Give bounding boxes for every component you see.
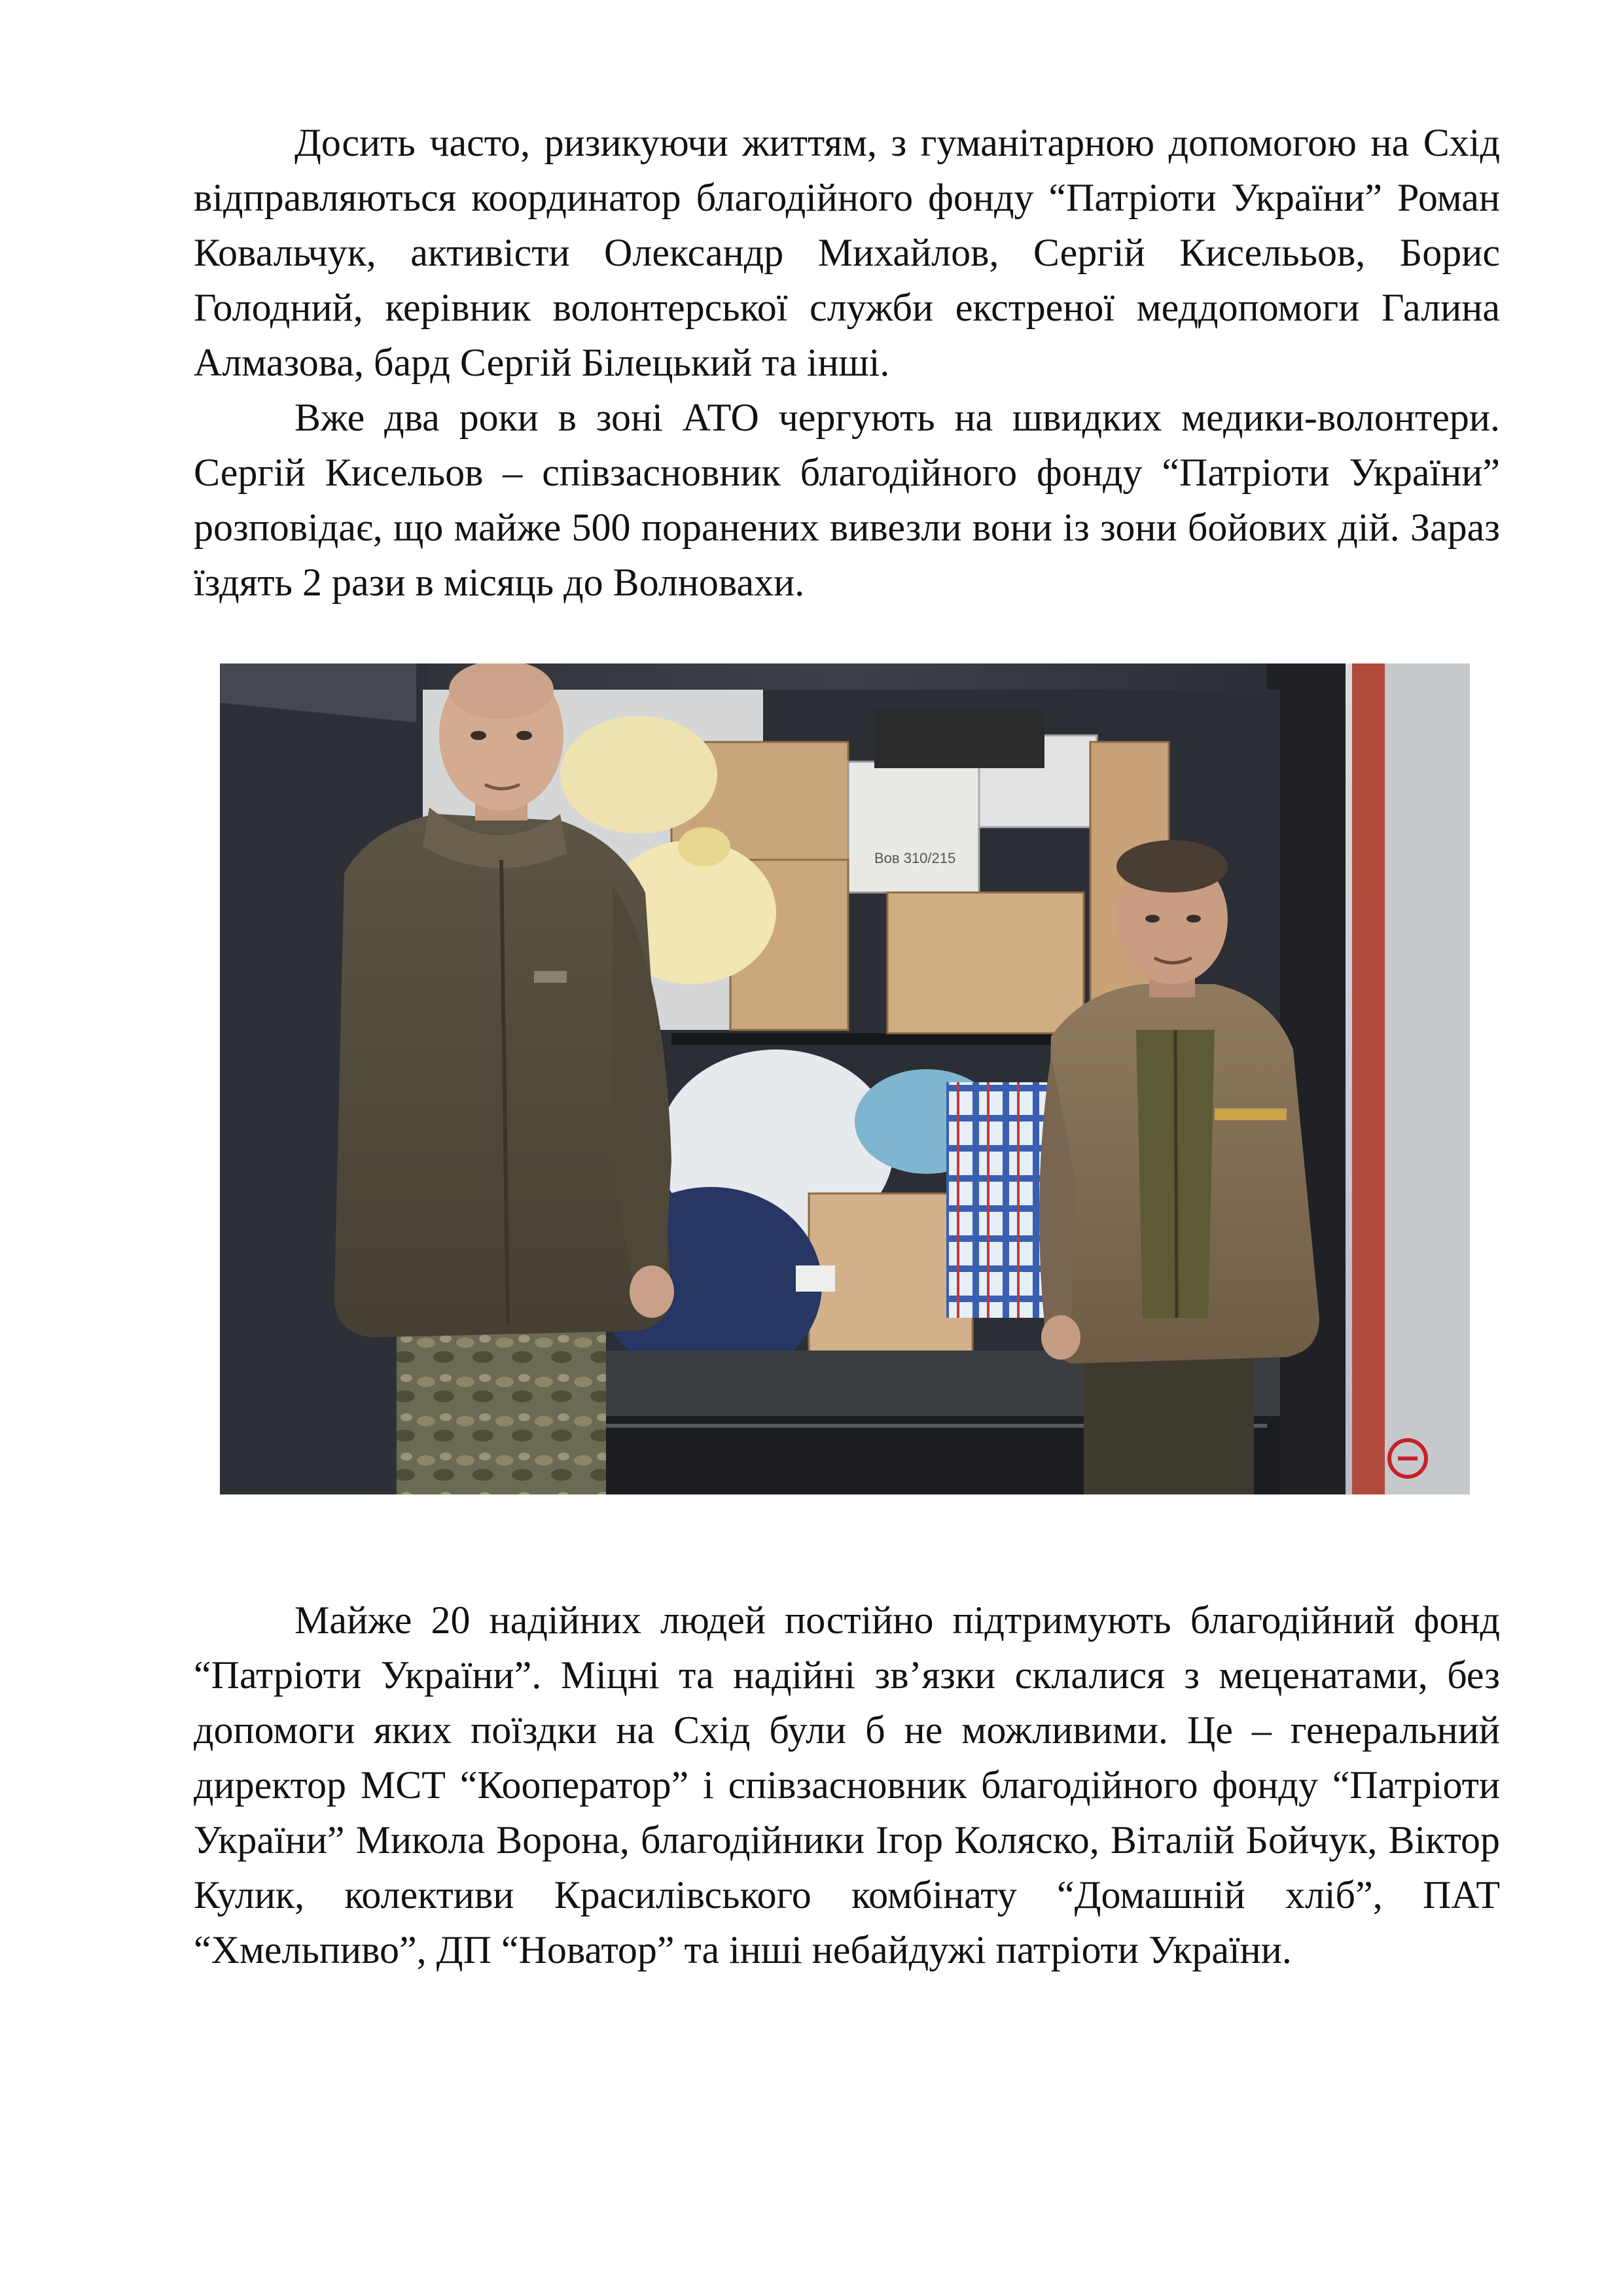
paragraph-3: Майже 20 надійних людей постійно підтримують благодійний фонд “Патріоти України”. Міцні та надійні зв’язки склалися з меценатами, без допомоги яких поїздки на Схід були б не можливими. Це – генеральний директор МСТ “Кооператор” і співзасновник благодійного фонду “Патріоти України” Микола Ворона, благодійники Ігор Коляско, Віталій Бойчук, Віктор Кулик, колективи Красилівського комбінату “Домашній хліб”, ПАТ “Хмельпиво”, ДП “Новатор” та інші небайдужі патріоти України. (194, 1598, 1500, 1971)
volunteers-photo (220, 663, 1470, 1494)
paragraph-1: Досить часто, ризикуючи життям, з гуманітарною допомогою на Схід відправляються координатор благодійного фонду “Патріоти України” Роман Ковальчук, активісти Олександр Михайлов, Сергій Киселььов, Борис Голодний, керівник волонтерської служби екстреної меддопомоги Галина Алмазова, бард Сергій Білецький та інші. (194, 121, 1500, 384)
paragraph-2: Вже два роки в зоні АТО чергують на швидких медики-волонтери. Сергій Кисельов – співзасновник благодійного фонду “Патріоти України” розповідає, що майже 500 поранених вивезли вони із зони бойових дій. Зараз їздять 2 рази в місяць до Волновахи. (194, 396, 1500, 604)
text-block-bottom (194, 1593, 1500, 1977)
svg-text:Вов 310/215: Вов 310/215 (874, 850, 956, 866)
text-block-top (194, 115, 1500, 610)
